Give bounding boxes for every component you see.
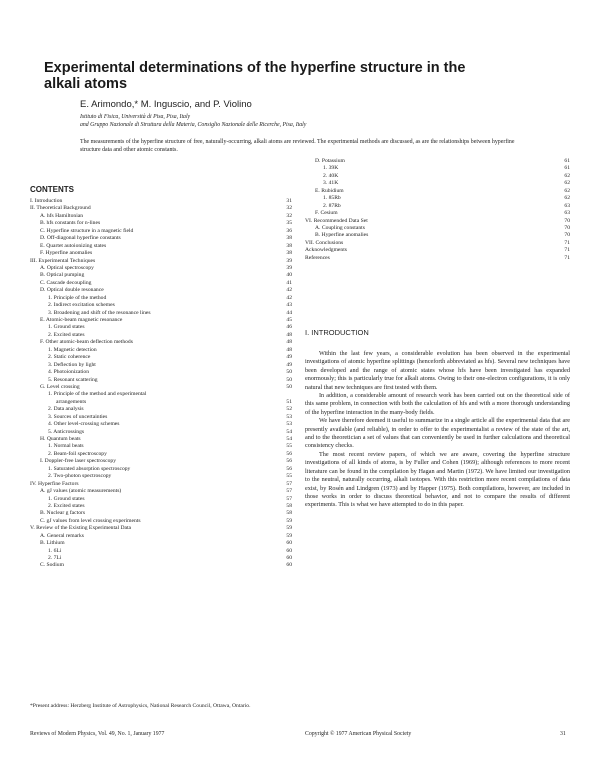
toc-entry-page: 57 (286, 480, 292, 487)
toc-entry (30, 406, 292, 413)
toc-entry-label: 2. Static coherence (48, 354, 91, 361)
toc-entry (305, 247, 570, 254)
toc-entry-page: 54 (286, 428, 292, 435)
toc-entry-page: 32 (286, 205, 292, 212)
toc-entry-page: 58 (286, 502, 292, 509)
toc-entry (30, 272, 292, 279)
toc-entry-page: 35 (286, 220, 292, 227)
toc-entry (30, 265, 292, 272)
toc-entry-label: 3. Broadening and shift of the resonance lines (48, 309, 151, 316)
toc-entry-page: 61 (564, 158, 570, 164)
toc-entry-page: 41 (286, 279, 292, 286)
toc-entry (305, 173, 570, 180)
toc-entry (30, 205, 292, 212)
toc-entry-label: References (305, 254, 330, 261)
toc-entry-page: 56 (286, 465, 292, 472)
introduction-body (305, 350, 570, 510)
toc-entry-label: 1. Principle of the method (48, 294, 107, 301)
toc-entry-page: 71 (564, 247, 570, 254)
toc-entry-page: 53 (286, 413, 292, 420)
toc-entry (30, 421, 292, 428)
toc-entry (30, 533, 292, 540)
toc-entry-page: 52 (286, 406, 292, 413)
toc-entry (30, 391, 292, 398)
paper-title: Experimental determinations of the hyperfine structure in the alkali atoms (44, 60, 466, 92)
toc-entry-label: 2. Beam-foil spectroscopy (48, 450, 107, 457)
toc-entry-label: B. Optical pumping (40, 272, 85, 279)
toc-entry-label: C. Hyperfine structure in a magnetic field (40, 227, 134, 234)
copyright: Copyright © 1977 American Physical Society (305, 731, 412, 737)
toc-entry-label: 2. Indirect excitation schemes (48, 302, 115, 309)
toc-entry-label: G. Level crossing (40, 383, 80, 390)
toc-entry-page: 53 (286, 421, 292, 428)
toc-entry-label: F. Other atomic-beam deflection methods (40, 339, 133, 346)
toc-entry-page: 55 (286, 443, 292, 450)
footnote: *Present address: Herzberg Institute of Astrophysics, National Research Council, Ottawa, Ontario. (30, 703, 251, 709)
toc-entry-page: 46 (286, 324, 292, 331)
toc-entry-page: 50 (286, 369, 292, 376)
toc-entry (30, 295, 292, 302)
toc-entry (30, 458, 292, 465)
toc-entry (305, 165, 570, 172)
toc-left-column (30, 198, 292, 570)
toc-entry-page: 42 (286, 287, 292, 294)
toc-entry-page: 59 (286, 525, 292, 532)
toc-entry-label: A. Optical spectroscopy (40, 264, 94, 271)
toc-entry (30, 510, 292, 517)
toc-entry-page: 62 (564, 187, 570, 194)
toc-entry-label: I. Doppler-free laser spectroscopy (40, 458, 116, 465)
toc-entry-label: 3. Deflection by light (48, 361, 96, 368)
toc-entry-label: 1. Principle of the method and experimental (48, 391, 147, 398)
body-paragraph: We have therefore deemed it useful to summarize in a single article all the experimental data that are presently available (and reliable), in order to offer to the experimentalist a review of the state of the art, and to the theoretician a set of values that can conveniently be used in further calculations and theoretical consistency checks. (305, 417, 570, 450)
body-paragraph: Within the last few years, a considerable evolution has been observed in the experimental investigations of atomic hyperfine splittings (henceforth abbreviated as hfs). Several new techniques have been developed and the range of atomic states whose hfs have been investigated has expanded enormously; this is particularly true for alkali atoms. Owing to their one-electron configurations, it is only natural that new techniques are first tested with them. (305, 350, 570, 391)
toc-entry-label: B. hfs constants for n-lines (40, 220, 101, 227)
toc-entry (30, 540, 292, 547)
toc-entry-page: 62 (564, 180, 570, 187)
toc-entry (30, 473, 292, 480)
toc-entry (30, 310, 292, 317)
toc-entry (30, 399, 292, 406)
toc-entry-label: 1. 6Li (48, 547, 62, 554)
toc-entry (30, 562, 292, 569)
toc-entry-page: 56 (286, 458, 292, 465)
toc-entry-label: VII. Conclusions (305, 239, 344, 246)
toc-entry (30, 287, 292, 294)
toc-entry-label: 3. Sources of uncertainties (48, 413, 108, 420)
toc-entry-label: 2. 40K (323, 172, 339, 179)
toc-entry-label: F. Cesium (315, 210, 338, 217)
toc-entry-label: H. Quantum beats (40, 436, 81, 442)
toc-entry (305, 240, 570, 247)
toc-entry-label: C. Sodium (40, 562, 64, 569)
toc-entry (30, 317, 292, 324)
toc-entry-label: VI. Recommended Data Set (305, 217, 368, 224)
toc-entry-page: 63 (564, 202, 570, 209)
toc-entry-label: B. Hyperfine anomalies (315, 232, 369, 239)
toc-entry (305, 203, 570, 210)
toc-entry-page: 60 (286, 555, 292, 561)
toc-entry-label: F. Hyperfine anomalies (40, 250, 93, 257)
toc-entry-page: 55 (286, 473, 292, 480)
toc-entry-page: 38 (286, 242, 292, 249)
toc-entry-page: 38 (286, 250, 292, 257)
toc-entry-page: 51 (286, 398, 292, 405)
toc-entry-page: 59 (286, 532, 292, 539)
toc-entry-page: 38 (286, 235, 292, 242)
toc-entry-label: 2. 7Li (48, 555, 62, 561)
page-number: 31 (560, 731, 566, 737)
toc-entry (305, 180, 570, 187)
toc-entry-label: 1. Ground states (48, 495, 85, 502)
toc-entry-page: 62 (564, 195, 570, 202)
toc-entry-page: 49 (286, 361, 292, 368)
toc-entry-label: A. hfs Hamiltonian (40, 212, 84, 219)
toc-entry-label: I. Introduction (30, 198, 63, 204)
toc-entry-label: Acknowledgments (305, 247, 347, 254)
toc-entry-page: 70 (564, 232, 570, 239)
toc-entry (30, 339, 292, 346)
toc-entry-page: 58 (286, 510, 292, 517)
toc-entry (305, 195, 570, 202)
toc-entry-page: 42 (286, 294, 292, 301)
toc-entry (305, 188, 570, 195)
toc-entry (30, 414, 292, 421)
toc-entry-page: 43 (286, 302, 292, 309)
toc-entry-page: 60 (286, 540, 292, 547)
toc-entry-page: 62 (564, 172, 570, 179)
toc-entry-label: D. Optical double resonance (40, 287, 104, 294)
toc-entry-label: C. Cascade decoupling (40, 279, 92, 286)
toc-entry-label: A. Coupling constants (315, 224, 365, 231)
toc-entry (30, 466, 292, 473)
toc-entry-label: A. gJ values (atomic measurements) (40, 488, 122, 495)
toc-entry-page: 57 (286, 495, 292, 502)
contents-heading: CONTENTS (30, 185, 74, 194)
toc-entry (30, 347, 292, 354)
toc-entry-page: 48 (286, 339, 292, 346)
toc-entry-label: D. Off-diagonal hyperfine constants (40, 235, 121, 242)
body-paragraph: In addition, a considerable amount of research work has been carried out on the theoretical side of this same problem, in connection with both the calculation of hfs and with a more thorough understanding of the hyperfine interaction in the many-body fields. (305, 392, 570, 416)
toc-entry-page: 56 (286, 450, 292, 457)
toc-entry-page: 70 (564, 217, 570, 224)
toc-entry-label: 2. Excited states (48, 331, 85, 338)
toc-entry-page: 54 (286, 436, 292, 442)
journal-citation: Reviews of Modern Physics, Vol. 49, No. 1, January 1977 (30, 731, 165, 737)
toc-entry (30, 429, 292, 436)
toc-entry-label: 1. Ground states (48, 324, 85, 331)
toc-entry-page: 71 (564, 239, 570, 246)
affiliation (80, 113, 520, 129)
toc-entry (30, 243, 292, 250)
toc-entry-label: 2. 87Rb (323, 202, 341, 209)
toc-entry-label: V. Review of the Existing Experimental Data (30, 525, 132, 532)
toc-entry-label: 1. 39K (323, 165, 339, 172)
toc-right-column (305, 158, 570, 262)
toc-entry-page: 59 (286, 517, 292, 524)
toc-entry-page: 49 (286, 354, 292, 361)
toc-entry-page: 32 (286, 212, 292, 219)
toc-entry (305, 232, 570, 239)
toc-entry-page: 61 (564, 165, 570, 172)
toc-entry-label: IV. Hyperfine Factors (30, 480, 79, 487)
toc-entry-page: 70 (564, 224, 570, 231)
toc-entry-label: 4. Photoionization (48, 369, 90, 376)
toc-entry (30, 443, 292, 450)
toc-entry (30, 198, 292, 205)
toc-entry (30, 220, 292, 227)
toc-entry-page: 60 (286, 562, 292, 569)
toc-entry (30, 235, 292, 242)
toc-entry-page: 48 (286, 346, 292, 353)
toc-entry-page: 36 (286, 227, 292, 234)
affiliation-line-2: and Gruppo Nazionale di Struttura della Materia, Consiglio Nazionale delle Ricerche, Pisa, Italy (80, 122, 307, 128)
body-paragraph: The most recent review papers, of which we are aware, covering the hyperfine structure investigations of all kinds of atoms, is by Fuller and Cohen (1969); although references to more recent literature can be found in the compilation by Hagan and Martin (1972). We have limited our investigation to the neutral, naturally occurring, alkali isotopes. With this restriction more recent compilations of data exist, by Rosén and Lindgren (1973) and by Happer (1975). Both compilations, however, are included in those works in order to discuss theoretical behavior, and not to compare the results of different experiments. This is what we have attempted to do in this paper. (305, 450, 570, 509)
toc-entry (305, 210, 570, 217)
toc-entry-page: 57 (286, 488, 292, 495)
toc-entry-label: III. Experimental Techniques (30, 257, 96, 264)
toc-entry (30, 324, 292, 331)
section-heading-introduction: I. INTRODUCTION (305, 328, 369, 337)
toc-entry-page: 40 (286, 272, 292, 279)
toc-entry-label: 5. Resonant scattering (48, 376, 98, 383)
toc-entry-label: B. Nuclear g factors (40, 510, 86, 517)
abstract: The measurements of the hyperfine structure of free, naturally-occurring, alkali atoms are reviewed. The experimental methods are discussed, as are the relationships between hyperfine structure data and other atomic constants. (80, 139, 515, 153)
toc-entry-label: 2. Data analysis (48, 406, 84, 413)
toc-entry-page: 39 (286, 257, 292, 264)
toc-entry-label: E. Quartet autoionizing states (40, 242, 107, 249)
toc-entry (30, 369, 292, 376)
toc-entry-label: 4. Other level-crossing schemes (48, 421, 120, 428)
toc-entry-label: A. General remarks (40, 532, 84, 539)
toc-entry (30, 496, 292, 503)
toc-entry-page: 39 (286, 264, 292, 271)
toc-entry (30, 436, 292, 443)
toc-entry-label: 1. Magnetic detection (48, 346, 97, 353)
toc-entry-label: 2. Excited states (48, 502, 85, 509)
toc-entry-label: 1. 85Rb (323, 195, 341, 202)
toc-entry-page: 31 (286, 198, 292, 204)
toc-entry (30, 280, 292, 287)
toc-entry (305, 218, 570, 225)
authors: E. Arimondo,* M. Inguscio, and P. Violino (80, 99, 252, 110)
toc-entry-label: D. Potassium (315, 158, 345, 164)
toc-entry-label: 5. Anticrossings (48, 428, 85, 435)
toc-entry (30, 525, 292, 532)
toc-entry-page: 50 (286, 383, 292, 390)
toc-entry (30, 555, 292, 562)
toc-entry (30, 377, 292, 384)
toc-entry-label: E. Atomic-beam magnetic resonance (40, 317, 123, 323)
toc-entry-page: 60 (286, 547, 292, 554)
toc-entry (30, 548, 292, 555)
toc-entry-label: II. Theoretical Background (30, 205, 91, 212)
toc-entry (30, 250, 292, 257)
toc-entry-label: arrangements (56, 398, 87, 405)
toc-entry-label: 2. Two-photon spectroscopy (48, 473, 112, 480)
toc-entry-page: 48 (286, 331, 292, 338)
toc-entry (30, 354, 292, 361)
toc-entry-page: 44 (286, 309, 292, 316)
toc-entry (30, 481, 292, 488)
toc-entry-label: C. gJ values from level crossing experiments (40, 517, 141, 524)
toc-entry (305, 255, 570, 262)
toc-entry-label: 1. Saturated absorption spectroscopy (48, 465, 131, 472)
toc-entry-page: 63 (564, 210, 570, 217)
toc-entry (30, 258, 292, 265)
toc-entry (30, 488, 292, 495)
toc-entry-label: 1. Normal beats (48, 443, 84, 450)
toc-entry-page: 50 (286, 376, 292, 383)
toc-entry (30, 362, 292, 369)
toc-entry-label: E. Rubidium (315, 187, 344, 194)
toc-entry (305, 158, 570, 165)
toc-entry-label: 3. 41K (323, 180, 339, 187)
affiliation-line-1: Istituto di Fisica, Università di Pisa, Pisa, Italy (80, 114, 191, 120)
toc-entry-page: 45 (286, 317, 292, 323)
toc-entry-label: B. Lithium (40, 540, 65, 547)
toc-entry (30, 302, 292, 309)
toc-entry-page: 71 (564, 254, 570, 261)
